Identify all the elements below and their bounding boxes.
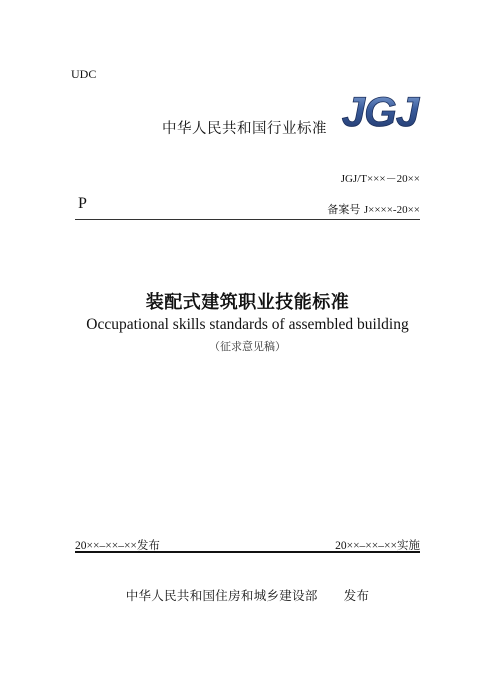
title-english: Occupational skills standards of assembled building — [86, 316, 409, 333]
publish-date-value: 20××–××–×× — [75, 540, 137, 552]
standard-type-heading: 中华人民共和国行业标准 — [162, 121, 327, 137]
title-chinese: 装配式建筑职业技能标准 — [145, 292, 350, 313]
udc-label: UDC — [71, 67, 97, 81]
standard-code: JGJ/T×××－20×× — [340, 173, 420, 185]
logo-text: JGJ — [341, 88, 419, 132]
issue-word: 发布 — [343, 588, 370, 603]
draft-note: （征求意见稿） — [209, 340, 286, 353]
issuer-name: 中华人民共和国住房和城乡建设部 — [125, 588, 318, 603]
publish-word: 发布 — [136, 538, 160, 552]
filing-number — [327, 201, 420, 217]
filing-value: J××××-20×× — [363, 204, 420, 216]
jgj-logo — [336, 88, 424, 132]
classification-letter: P — [78, 195, 87, 212]
implement-word: 实施 — [397, 538, 420, 552]
bottom-divider — [75, 551, 420, 553]
implement-date-value: 20××–××–×× — [335, 540, 397, 552]
filing-prefix: 备案号 — [327, 203, 361, 216]
top-divider — [75, 219, 420, 220]
issuer-line — [0, 586, 495, 604]
